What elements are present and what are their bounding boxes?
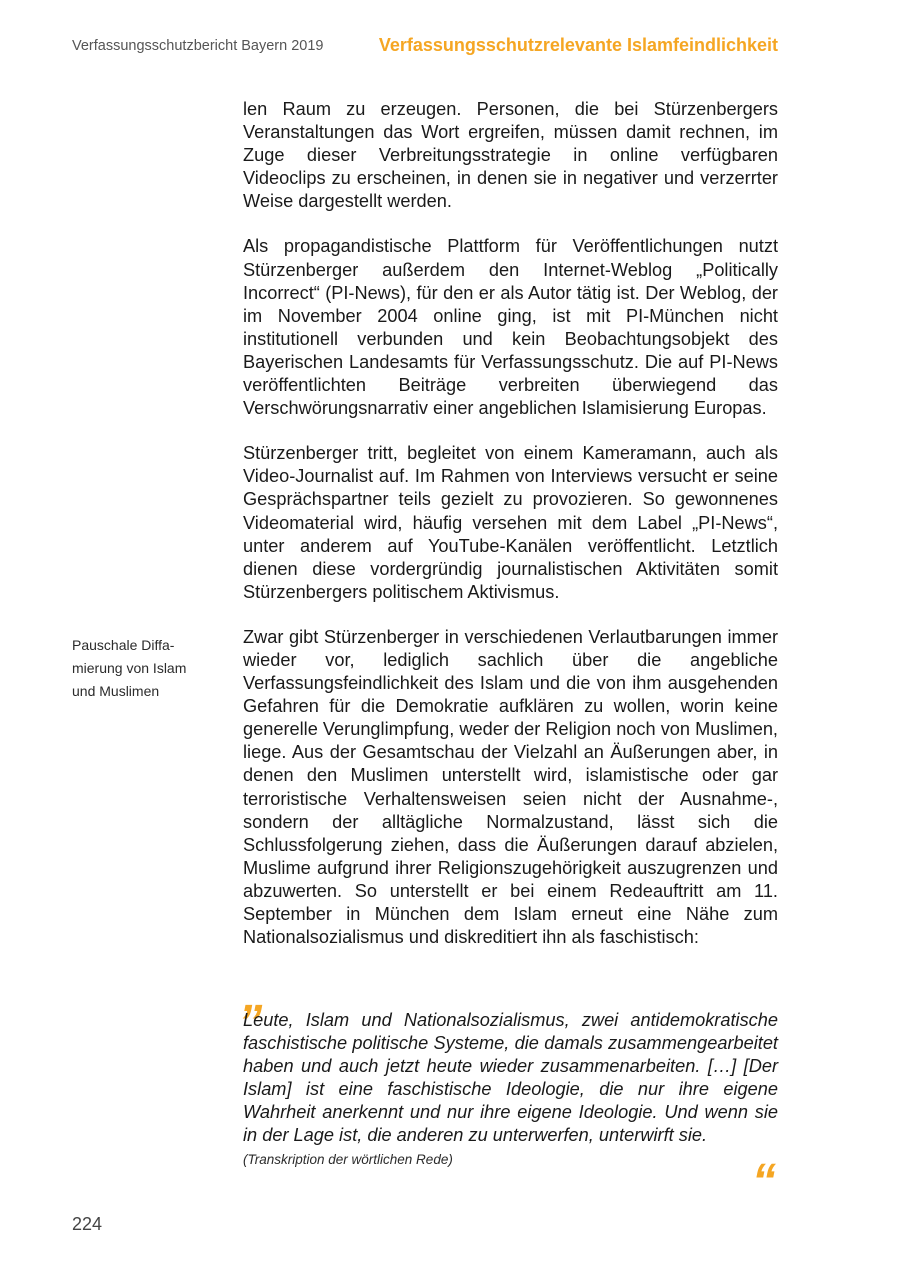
running-header-publication: Verfassungsschutzbericht Bayern 2019: [72, 38, 324, 54]
block-quote: Leute, Islam und Nationalsozialismus, zwei antidemokratische faschistische politische Systeme, die damals zusammengearbeitet haben und auch jetzt heute wieder zusammenarbeiten. […] [Der Islam] ist eine faschistische Ideologie, die nur ihre eigene Wahrheit anerkennt und nur ihre eigene Ideologie. Und wenn sie in der Lage ist, die anderen zu unterwerfen, unterwirft sie.: [243, 1010, 778, 1146]
quote-source: (Transkription der wörtlichen Rede): [243, 1152, 453, 1167]
opening-quote-mark: „: [243, 969, 263, 1022]
body-paragraph: Zwar gibt Stürzenberger in verschiedenen Verlautbarungen immer wieder vor, lediglich sachlich über die angebliche Verfassungsfeindlichkeit des Islam und die von ihm ausgehenden Gefahren für die Demokratie aufklären zu wollen, worin keine generelle Verunglimpfung, weder der Religion noch von Muslimen, liege. Aus der Gesamtschau der Vielzahl an Äußerungen aber, in denen den Muslimen unterstellt wird, islamistische oder gar terroristische Verhaltensweisen seien nicht der Ausnahme-, sondern der alltägliche Normalzustand, lässt sich die Schlussfolgerung ziehen, dass die Äußerungen darauf abzielen, Muslime aufgrund ihrer Religionszugehörigkeit auszugrenzen und abzuwerten. So unterstellt er bei einem Redeauftritt am 11. September in München dem Islam erneut eine Nähe zum Nationalsozialismus und diskreditiert ihn als faschistisch:: [243, 626, 778, 948]
margin-note-line: mierung von Islam: [72, 660, 187, 676]
page-number: 224: [72, 1214, 103, 1234]
margin-note-line: und Muslimen: [72, 683, 160, 699]
closing-quote-mark: “: [752, 1155, 772, 1208]
body-paragraph: len Raum zu erzeugen. Personen, die bei Stürzenbergers Veranstaltungen das Wort ergreifen, müssen damit rechnen, im Zuge dieser Verbreitungsstrategie in online verfügbaren Videoclips zu erscheinen, in denen sie in negativer und verzerrter Weise dargestellt werden.: [243, 99, 778, 212]
main-text-column: [243, 98, 778, 971]
body-paragraph: Stürzenberger tritt, begleitet von einem Kameramann, auch als Video-Journalist auf. Im Rahmen von Interviews versucht er seine Gesprächspartner teils gezielt zu provozieren. So gewonnenes Videomaterial wird, häufig versehen mit dem Label „PI-News“, unter anderem auf YouTube-Kanälen veröffentlicht. Letztlich dienen diese vordergründig journalistischen Aktivitäten somit Stürzenbergers politischem Aktivismus.: [243, 443, 778, 602]
margin-note-line: Pauschale Diffa-: [72, 637, 175, 653]
margin-note: [72, 634, 212, 703]
body-paragraph: Als propagandistische Plattform für Veröffentlichungen nutzt Stürzenberger außerdem den Internet-Weblog „Politically Incorrect“ (PI-News), für den er als Autor tätig ist. Der Weblog, der im November 2004 online ging, ist mit PI-München nicht institutionell verbunden und kein Beobachtungsobjekt des Bayerischen Landesamts für Verfassungsschutz. Die auf PI-News veröffentlichten Beiträge verbreiten überwiegend das Verschwörungsnarrativ einer angeblichen Islamisierung Europas.: [243, 236, 778, 419]
running-header-chapter: Verfassungsschutzrelevante Islamfeindlichkeit: [378, 35, 778, 55]
